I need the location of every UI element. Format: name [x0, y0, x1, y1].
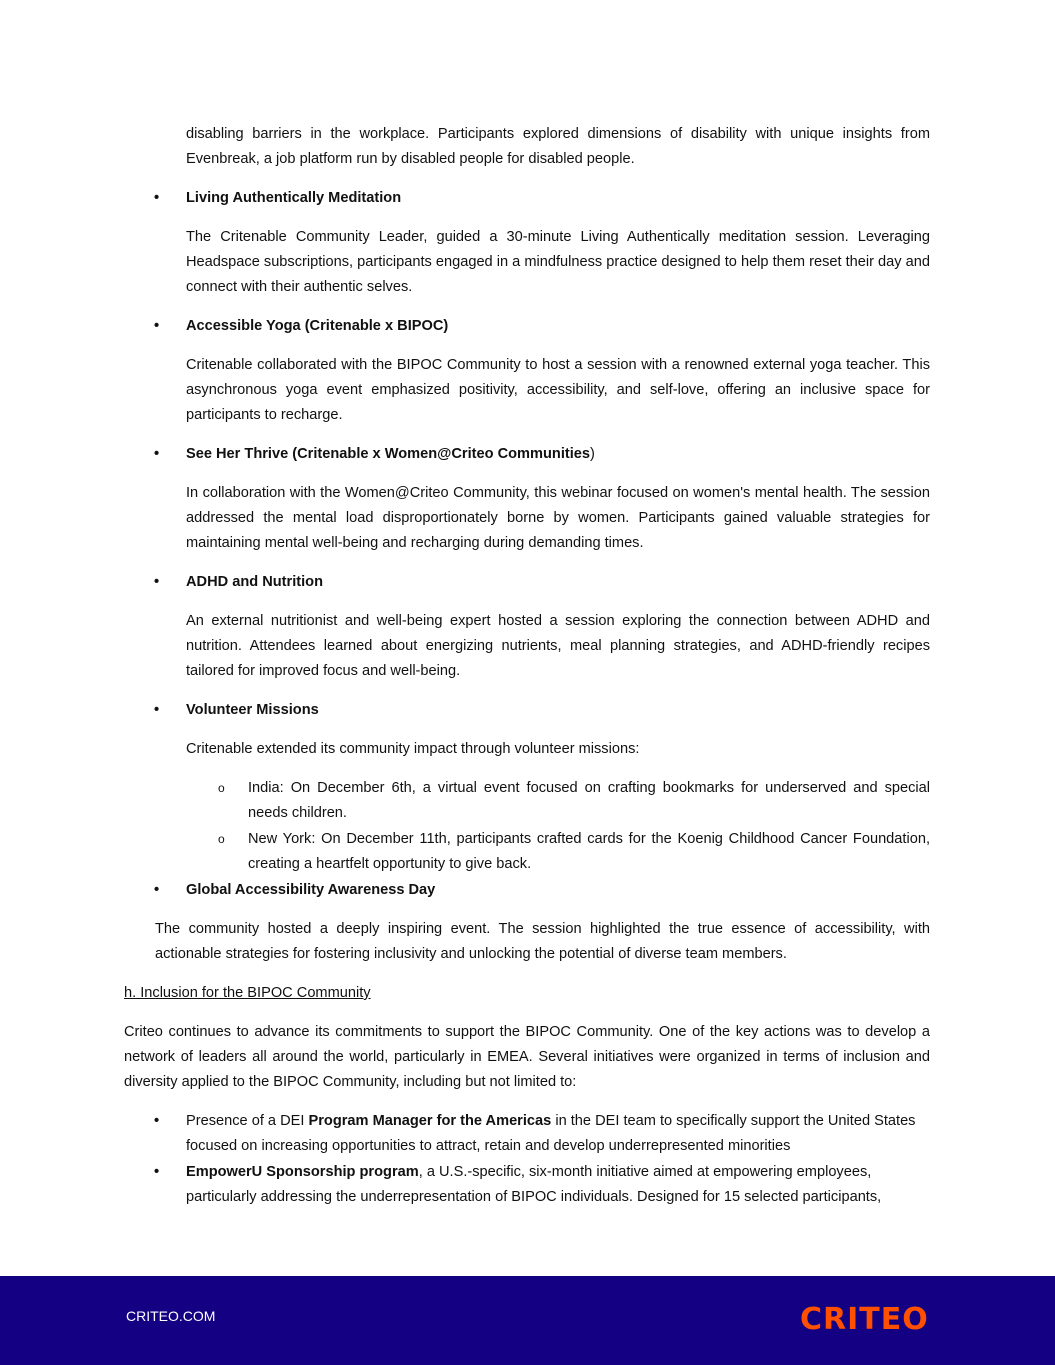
bullet-heading: • Accessible Yoga (Critenable x BIPOC) — [186, 314, 930, 339]
paragraph: In collaboration with the Women@Criteo Community, this webinar focused on women's mental health. The session addressed the mental load disproportionately borne by women. Participants gained valuable strategies for maintaining mental well-being and recharging during demanding times. — [186, 485, 930, 551]
footer-url[interactable]: CRITEO.COM — [126, 1308, 216, 1324]
paragraph: Critenable extended its community impact through volunteer missions: — [186, 741, 640, 757]
bullet-heading: • Volunteer Missions — [186, 698, 930, 723]
heading-tail: ) — [590, 446, 595, 462]
heading-text: See Her Thrive (Critenable x Women@Criteo Communities — [186, 446, 591, 462]
criteo-logo: CRITEO — [800, 1302, 929, 1337]
text: Presence of a DEI — [186, 1113, 309, 1129]
bullet-item — [186, 1109, 930, 1159]
text: in the DEI team to specifically support the United States focused on increasing opportunities to attract, retain and develop underrepresented minorities — [186, 1113, 916, 1154]
bullet-heading — [186, 442, 930, 467]
bullet-heading: • Living Authentically Meditation — [186, 186, 930, 211]
section-heading: h. Inclusion for the BIPOC Community — [124, 985, 371, 1001]
paragraph: The community hosted a deeply inspiring event. The session highlighted the true essence of accessibility, with actionable strategies for fostering inclusivity and unlocking the potential of diverse team members. — [155, 921, 930, 962]
bullet-heading: • Global Accessibility Awareness Day — [186, 878, 930, 903]
document-body — [124, 122, 930, 1224]
bullet-heading: • ADHD and Nutrition — [186, 570, 930, 595]
paragraph: The Critenable Community Leader, guided a 30-minute Living Authentically meditation session. Leveraging Headspace subscriptions, participants engaged in a mindfulness practice designed to help them reset their day and connect with their authentic selves. — [186, 229, 930, 295]
paragraph: Criteo continues to advance its commitments to support the BIPOC Community. One of the key actions was to develop a network of leaders all around the world, particularly in EMEA. Several initiatives were organized in terms of inclusion and diversity applied to the BIPOC Community, including but not limited to: — [124, 1024, 930, 1090]
bold-text: Program Manager for the Americas — [308, 1113, 552, 1129]
bullet-item — [186, 1160, 930, 1210]
paragraph: disabling barriers in the workplace. Participants explored dimensions of disability with unique insights from Evenbreak, a job platform run by disabled people for disabled people. — [186, 126, 930, 167]
footer — [0, 1276, 1055, 1365]
sub-bullet: o India: On December 6th, a virtual event focused on crafting bookmarks for underserved and special needs children. — [248, 776, 930, 826]
paragraph: An external nutritionist and well-being expert hosted a session exploring the connection between ADHD and nutrition. Attendees learned about energizing nutrients, meal planning strategies, and ADHD-friendly recipes tailored for improved focus and well-being. — [186, 613, 930, 679]
paragraph: Critenable collaborated with the BIPOC Community to host a session with a renowned external yoga teacher. This asynchronous yoga event emphasized positivity, accessibility, and self-love, offering an inclusive space for participants to recharge. — [186, 357, 930, 423]
text: , a U.S.-specific, six-month initiative aimed at empowering employees, particularly addressing the underrepresentation of BIPOC individuals. Designed for 15 selected participants, — [186, 1164, 882, 1205]
bold-text: EmpowerU Sponsorship program — [186, 1164, 419, 1180]
sub-bullet: o New York: On December 11th, participants crafted cards for the Koenig Childhood Cancer Foundation, creating a heartfelt opportunity to give back. — [248, 827, 930, 877]
